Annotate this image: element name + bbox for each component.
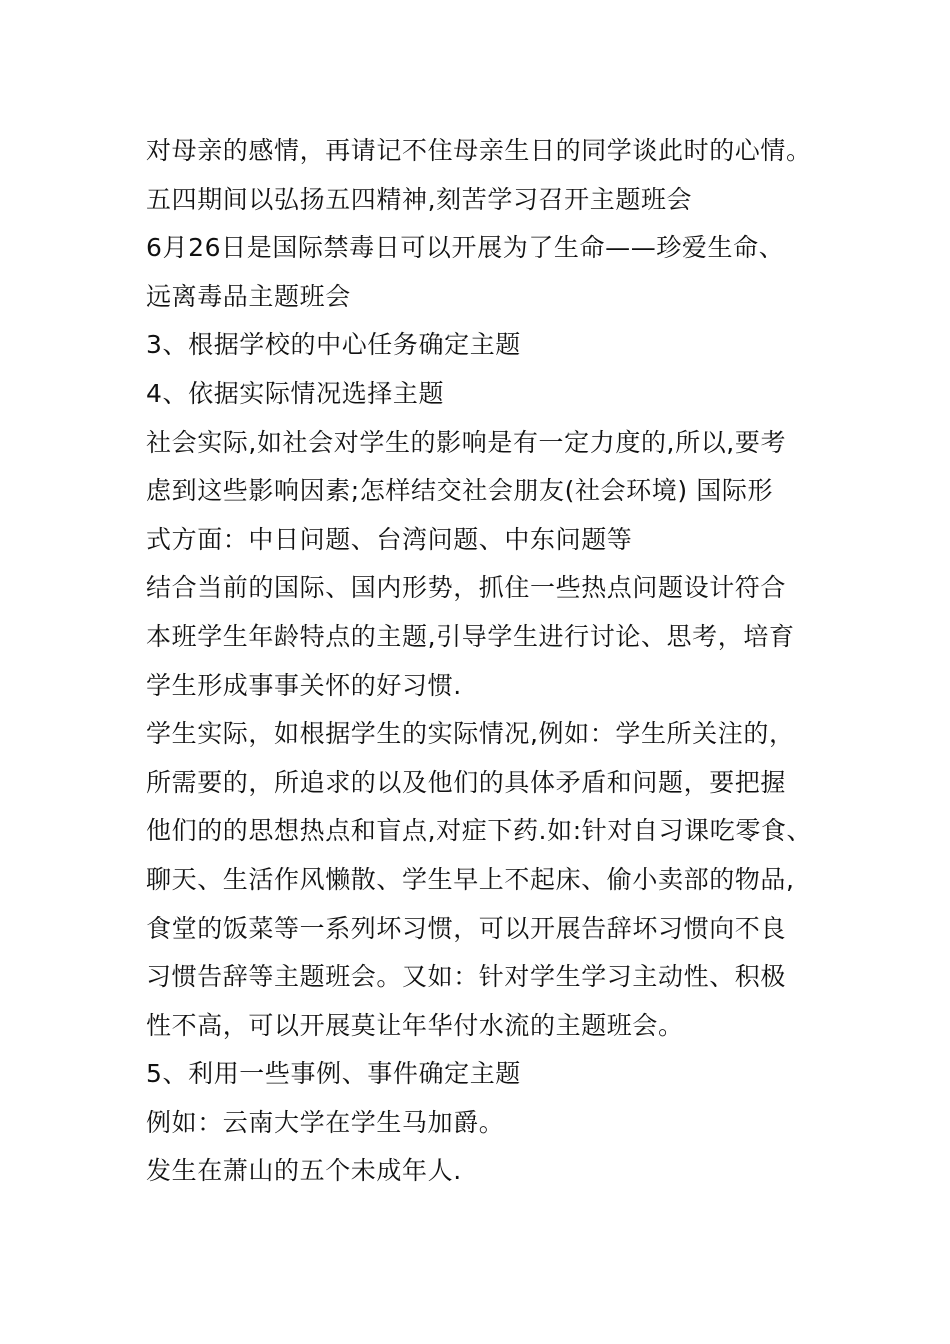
text-line: 食堂的饭菜等一系列坏习惯，可以开展告辞坏习惯向不良 <box>146 913 787 943</box>
text-line: 对母亲的感情，再请记不住母亲生日的同学谈此时的心情。 <box>146 136 812 165</box>
text-line: 虑到这些影响因素;怎样结交社会朋友(社会环境) 国际形 <box>146 476 774 506</box>
text-line: 性不高，可以开展莫让年华付水流的主题班会。 <box>146 1010 684 1040</box>
text-line: 学生形成事事关怀的好习惯. <box>146 670 462 700</box>
text-line: 习惯告辞等主题班会。又如：针对学生学习主动性、积极 <box>146 962 787 992</box>
text-line: 本班学生年龄特点的主题,引导学生进行讨论、思考，培育 <box>146 621 795 651</box>
text-line: 6月26日是国际禁毒日可以开展为了生命——珍爱生命、 <box>146 233 785 263</box>
text-line: 聊天、生活作风懒散、学生早上不起床、偷小卖部的物品, <box>146 864 795 894</box>
text-line: 发生在萧山的五个未成年人. <box>146 1156 462 1186</box>
text-line: 五四期间以弘扬五四精神,刻苦学习召开主题班会 <box>146 184 693 214</box>
text-line: 社会实际,如社会对学生的影响是有一定力度的,所以,要考 <box>146 427 787 457</box>
section-heading: 5、利用一些事例、事件确定主题 <box>146 1059 521 1089</box>
section-heading: 4、依据实际情况选择主题 <box>146 378 445 408</box>
text-line: 学生实际，如根据学生的实际情况,例如：学生所关注的， <box>146 719 795 749</box>
text-line: 所需要的，所追求的以及他们的具体矛盾和问题，要把握 <box>146 767 787 797</box>
text-line: 式方面：中日问题、台湾问题、中东问题等 <box>146 524 633 554</box>
text-line: 结合当前的国际、国内形势，抓住一些热点问题设计符合 <box>146 573 787 603</box>
body-text <box>146 127 846 1196</box>
text-line: 例如：云南大学在学生马加爵。 <box>146 1107 505 1137</box>
section-heading: 3、根据学校的中心任务确定主题 <box>146 330 521 360</box>
text-line: 远离毒品主题班会 <box>146 281 351 311</box>
text-line: 他们的的思想热点和盲点,对症下药.如:针对自习课吃零食、 <box>146 816 813 846</box>
